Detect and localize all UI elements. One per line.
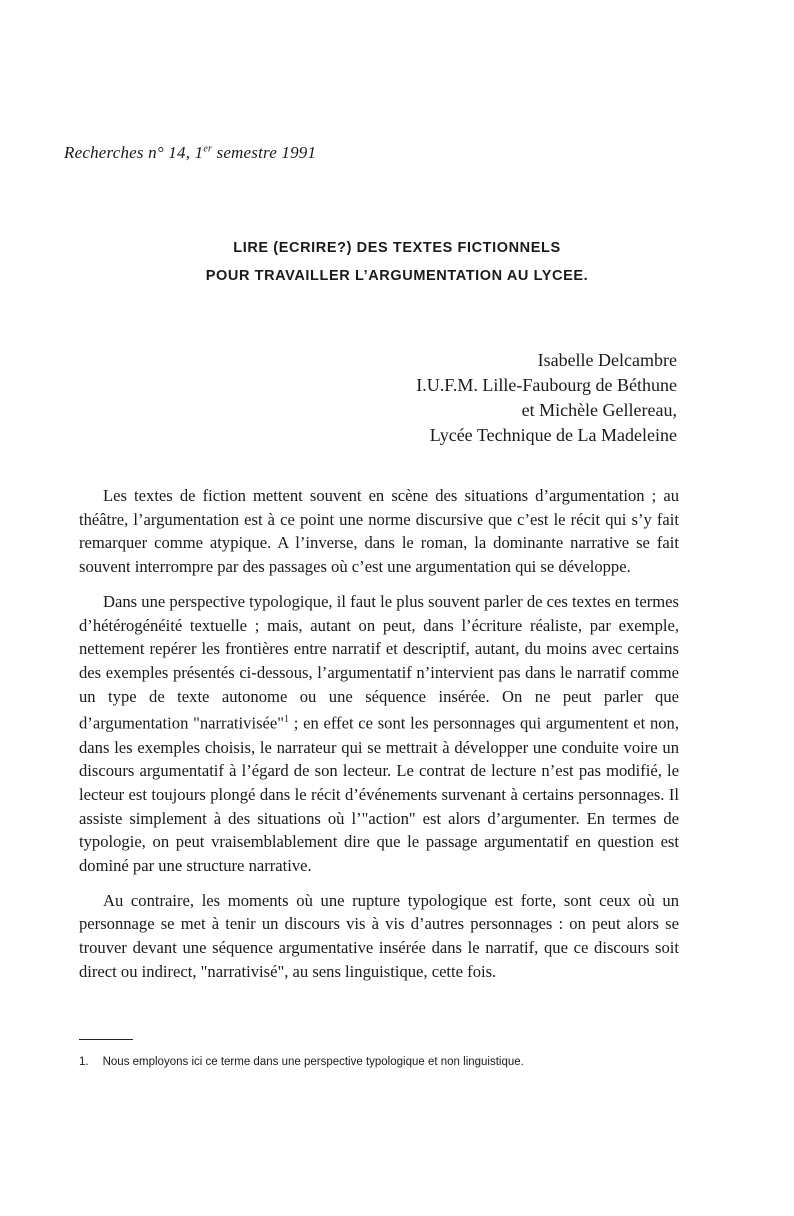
paragraph-2-part-a: Dans une perspective typologique, il faut le plus souvent parler de ces textes en termes d’hétérogénéité textuelle ; mais, autant on peut, dans l’écriture réaliste, par exemple, nettement repérer les frontières entre narratif et descriptif, autant, du moins avec certains des exemples présentés ci-dessous, l’argumentatif n’intervient pas dans le narratif comme un type de texte autonome ou une séquence insérée. On ne peut parler que d’argumentation "narrativisée" <box>79 591 679 733</box>
paragraph-1: Les textes de fiction mettent souvent en scène des situations d’argumentation ; au théâtre, l’argumentation est à ce point une norme discursive que c’est le récit qui s’y fait remarquer comme atypique. A l’inverse, dans le roman, la dominante narrative se fait souvent interrompre par des passages où c’est une argumentation qui se développe. <box>79 486 679 577</box>
author-line-4: Lycée Technique de La Madeleine <box>429 425 677 445</box>
paragraph-2 <box>79 590 679 878</box>
footnote-ref[interactable]: 1 <box>284 714 290 726</box>
footnote <box>79 1056 699 1068</box>
article-title-line-2: POUR TRAVAILLER L’ARGUMENTATION AU LYCEE. <box>205 268 589 284</box>
journal-superscript: er <box>203 143 213 155</box>
article-title-line-1: LIRE (ECRIRE?) DES TEXTES FICTIONNELS <box>233 240 561 256</box>
author-block <box>416 348 677 448</box>
journal-text: Recherches n° 14, 1 <box>64 143 204 162</box>
footnote-divider <box>79 1039 133 1040</box>
author-line-1: Isabelle Delcambre <box>537 350 677 370</box>
paragraph-3: Au contraire, les moments où une rupture typologique est forte, sont ceux où un personnage se met à tenir un discours vis à vis d’autres personnages : on peut alors se trouver devant une séquence argumentative insérée dans le narratif, que ce discours soit direct ou indirect, "narrativisé", au sens linguistique, cette fois. <box>79 890 679 981</box>
journal-suffix: semestre 1991 <box>212 143 317 162</box>
author-line-2: I.U.F.M. Lille-Faubourg de Béthune <box>416 375 677 395</box>
author-line-3: et Michèle Gellereau, <box>521 400 677 420</box>
paragraph-2-part-b: ; en effet ce sont les personnages qui argumentent et non, dans les exemples choisis, le narrateur qui se mettrait à développer une conduite voire un discours argumentatif à l’égard de son lecteur. Le contrat de lecture n’est pas modifié, le lecteur est toujours plongé dans le récit d’événements survenant à certains personnages. Il assiste simplement à des situations où l’"action" est alors d’argumenter. En termes de typologie, on peut vraisemblablement dire que le passage argumentatif en question est dominé par une structure narrative. <box>79 713 679 876</box>
footnote-text: Nous employons ici ce terme dans une perspective typologique et non linguistique. <box>102 1056 524 1068</box>
article-body <box>79 484 679 995</box>
journal-reference <box>64 143 316 163</box>
footnote-number: 1. <box>79 1056 89 1068</box>
